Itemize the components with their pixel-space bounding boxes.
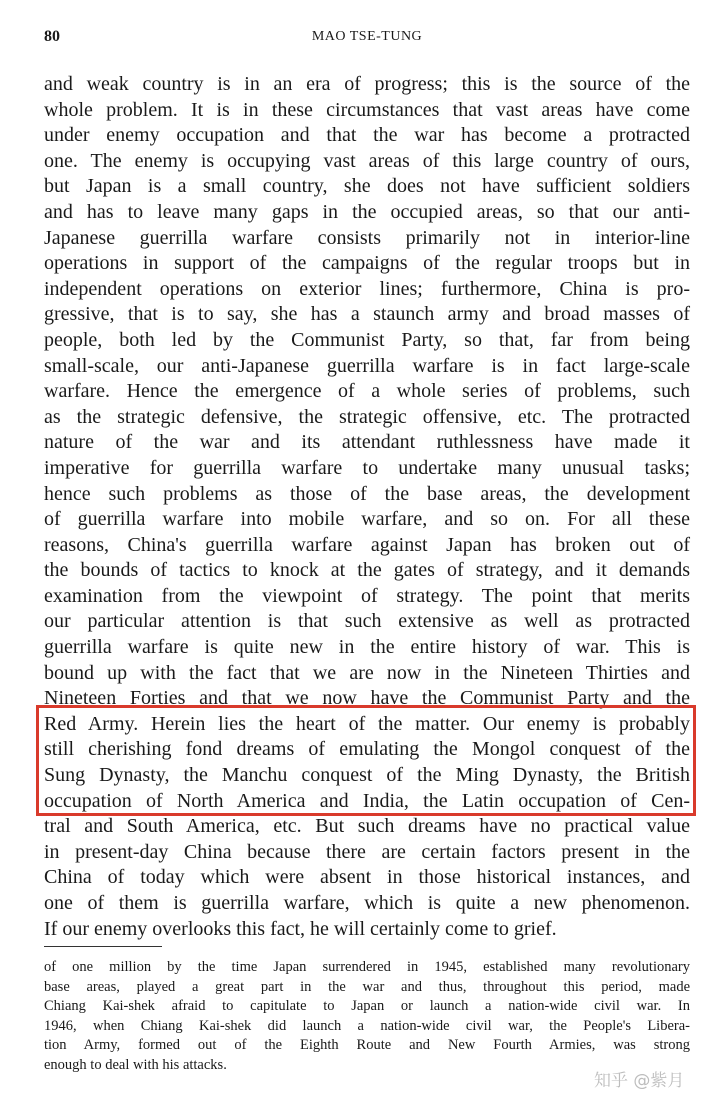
body-line: and has to leave many gaps in the occupied areas, so that our anti- — [44, 200, 690, 223]
footnote-line: of one million by the time Japan surrendered in 1945, established many revolutionary — [44, 959, 690, 975]
body-line: China of today which were absent in those historical instances, and — [44, 866, 690, 889]
footnote-line: 1946, when Chiang Kai-shek did launch a nation-wide civil war, the People's Libera- — [44, 1017, 690, 1034]
body-line: reasons, China's guerrilla warfare against Japan has broken out of — [44, 533, 690, 556]
body-line: warfare. Hence the emergence of a whole series of problems, such — [44, 380, 690, 403]
body-line: tral and South America, etc. But such dreams have no practical value — [44, 815, 690, 838]
body-line: one of them is guerrilla warfare, which is quite a new phenomenon. — [44, 892, 690, 914]
body-line: Nineteen Forties and that we now have the Communist Party and the — [44, 687, 690, 710]
body-line: hence such problems as those of the base areas, the development — [44, 482, 690, 505]
body-line: people, both led by the Communist Party, so that, far from being — [44, 328, 690, 351]
footnote-line: tion Army, formed out of the Eighth Route and New Fourth Armies, was strong — [44, 1037, 690, 1054]
body-line: and weak country is in an era of progress; this is the source of the — [44, 73, 690, 95]
body-line: examination from the viewpoint of strategy. The point that merits — [44, 584, 690, 607]
body-line: bound up with the fact that we are now in the Nineteen Thirties and — [44, 661, 690, 684]
body-line: independent operations on exterior lines; furthermore, China is pro- — [44, 277, 690, 300]
running-head — [44, 28, 690, 50]
body-line: as the strategic defensive, the strategic offensive, etc. The protracted — [44, 405, 690, 428]
footnote-line: base areas, played a great part in the war and thus, throughout this period, made — [44, 978, 690, 995]
body-line: Japanese guerrilla warfare consists primarily not in interior-line — [44, 226, 690, 249]
body-line: our particular attention is that such extensive as well as protracted — [44, 610, 690, 633]
body-line: gressive, that is to say, she has a staunch army and broad masses of — [44, 303, 690, 326]
body-line: operations in support of the campaigns of the regular troops but in — [44, 252, 690, 275]
body-line: guerrilla warfare is quite new in the entire history of war. This is — [44, 636, 690, 659]
body-line: under enemy occupation and that the war has become a protracted — [44, 124, 690, 147]
body-line: one. The enemy is occupying vast areas of this large country of ours, — [44, 149, 690, 172]
body-line: still cherishing fond dreams of emulating the Mongol conquest of the — [44, 738, 690, 761]
body-line: nature of the war and its attendant ruthlessness have made it — [44, 431, 690, 454]
footnote-rule — [44, 946, 162, 947]
body-line: the bounds of tactics to knock at the gates of strategy, and it demands — [44, 559, 690, 582]
footnote-line: enough to deal with his attacks. — [44, 1056, 227, 1073]
body-line: but Japan is a small country, she does not have sufficient soldiers — [44, 175, 690, 198]
body-line: Red Army. Herein lies the heart of the matter. Our enemy is probably — [44, 712, 690, 735]
footnote — [44, 958, 690, 1076]
body-line: of guerrilla warfare into mobile warfare, and so on. For all these — [44, 508, 690, 531]
body-line: Sung Dynasty, the Manchu conquest of the Ming Dynasty, the British — [44, 764, 690, 787]
body-text — [44, 72, 690, 942]
page-number: 80 — [44, 28, 60, 45]
footnote-line: Chiang Kai-shek afraid to capitulate to Japan or launch a nation-wide civil war. In — [44, 998, 690, 1015]
body-line: in present-day China because there are certain factors present in the — [44, 840, 690, 863]
body-line: small-scale, our anti-Japanese guerrilla warfare is in fact large-scale — [44, 354, 690, 377]
watermark: 知乎 @紫月 — [594, 1071, 685, 1091]
body-line: imperative for guerrilla warfare to undertake many unusual tasks; — [44, 456, 690, 479]
running-title: MAO TSE-TUNG — [311, 29, 423, 44]
body-line: occupation of North America and India, the Latin occupation of Cen- — [44, 789, 690, 812]
body-line: If our enemy overlooks this fact, he will certainly come to grief. — [44, 917, 557, 940]
body-line: whole problem. It is in these circumstances that vast areas have come — [44, 98, 690, 121]
